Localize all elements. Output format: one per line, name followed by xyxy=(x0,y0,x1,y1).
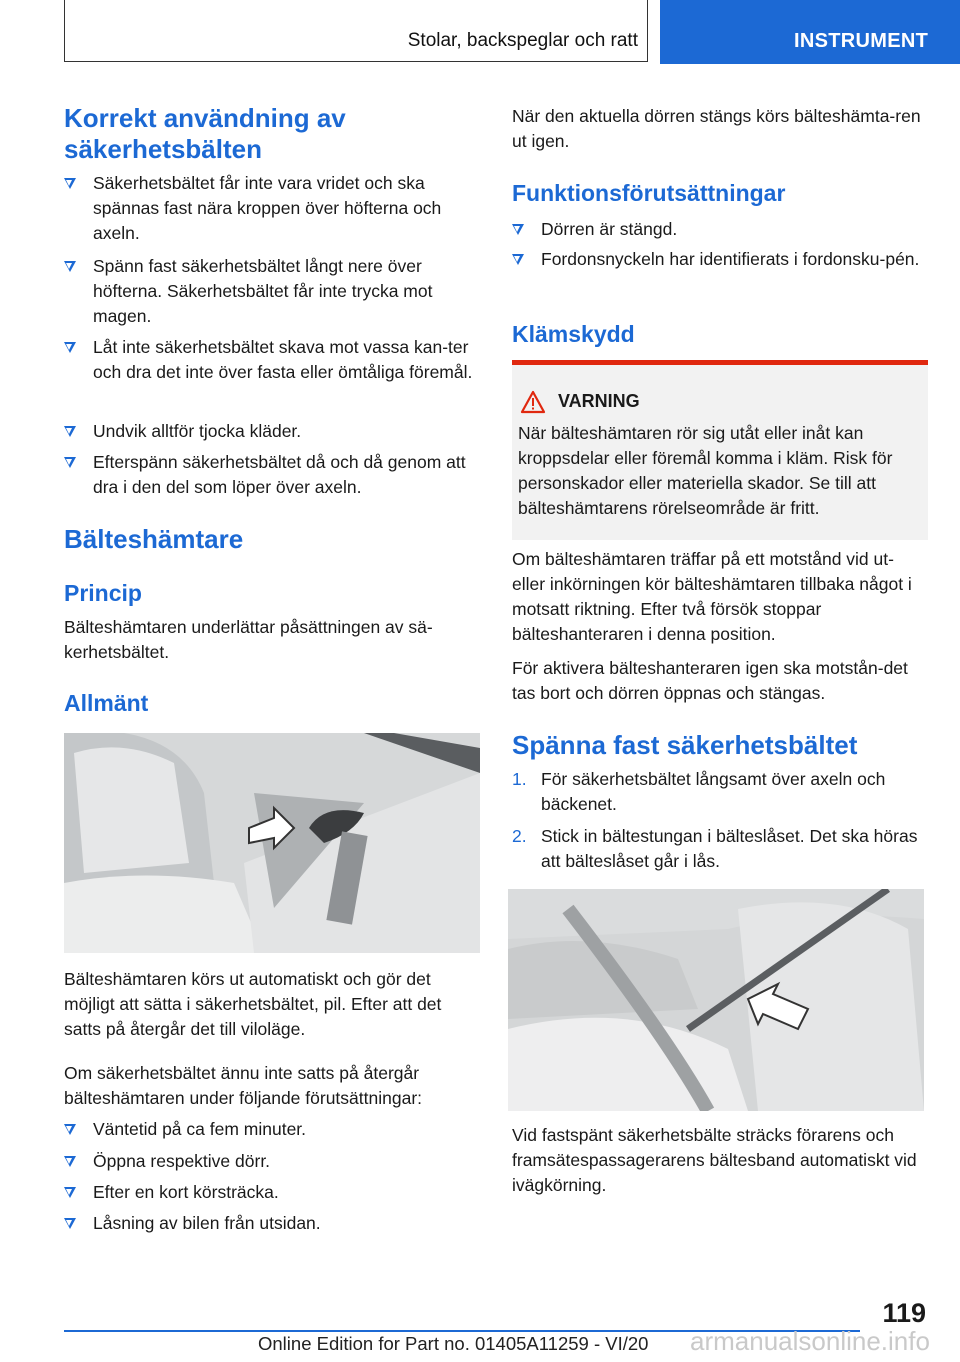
step-item: 1. För säkerhetsbältet långsamt över axeln och bäckenet. xyxy=(512,769,886,814)
list-item: Fordonsnyckeln har identifierats i fordonsku-pén. xyxy=(512,247,928,272)
principle-text: Bälteshämtaren underlättar påsättningen av sä-kerhetsbältet. xyxy=(64,617,433,662)
chapter-tab[interactable] xyxy=(660,0,960,64)
general-text-1: Bälteshämtaren körs ut automatiskt och gör det möjligt att sätta i säkerhetsbältet, pil. Efter att det satts på återgår det till viloläge. xyxy=(64,969,442,1039)
list-item: Låt inte säkerhetsbältet skava mot vassa kan-ter och dra det inte över fasta eller ömtåliga föremål. xyxy=(64,335,480,385)
heading-principle: Princip xyxy=(64,580,142,606)
heading-pinch-protection: Klämskydd xyxy=(512,321,635,347)
list-item: Dörren är stängd. xyxy=(512,217,928,242)
list-item: Spänn fast säkerhetsbältet långt nere över höfterna. Säkerhetsbältet får inte trycka mot magen. xyxy=(64,254,480,329)
step-number: 2. xyxy=(512,826,527,846)
bullet-icon xyxy=(64,457,76,468)
seat-illustration-graphic xyxy=(64,733,480,953)
pinch-text-2: För aktivera bälteshanteraren igen ska motstån-det tas bort och dörren öppnas och stängas. xyxy=(512,658,908,703)
warning-text: När bälteshämtaren rör sig utåt eller inåt kan kroppsdelar eller föremål komma i kläm. Risk för personskador eller materiella skador. Se till att bälteshämtarens rörelseområde är fritt. xyxy=(518,423,893,518)
warning-box xyxy=(512,360,928,540)
heading-general: Allmänt xyxy=(64,690,149,716)
list-item: Efter en kort körsträcka. xyxy=(64,1180,480,1205)
list-item: Låsning av bilen från utsidan. xyxy=(64,1211,480,1236)
page-number: 119 xyxy=(882,1298,926,1328)
bullet-icon xyxy=(64,1218,76,1229)
watermark: armanualsonline.info xyxy=(690,1326,930,1356)
bullet-icon xyxy=(64,342,76,353)
intro-text: När den aktuella dörren stängs körs bälteshämta-ren ut igen. xyxy=(512,106,921,151)
section-title: Stolar, backspeglar och ratt xyxy=(407,30,638,51)
heading-fasten-belt: Spänna fast säkerhetsbältet xyxy=(512,730,858,760)
belt-fasten-illustration xyxy=(508,889,924,1111)
pinch-text-1: Om bälteshämtaren träffar på ett motstånd vid ut- eller inkörningen kör bälteshämtaren tillbaka något i motsatt riktning. Efter två försök stoppar bälteshanteraren i denna position. xyxy=(512,549,912,644)
belt-illustration-graphic xyxy=(508,889,924,1111)
step-item: 2. Stick in bältestungan i bälteslåset. Det ska höras att bälteslåset går i lås. xyxy=(512,826,918,871)
list-item: Väntetid på ca fem minuter. xyxy=(64,1117,480,1142)
bullet-icon xyxy=(64,1124,76,1135)
bullet-icon xyxy=(64,1187,76,1198)
retractor-illustration xyxy=(64,733,480,953)
list-item: Säkerhetsbältet får inte vara vridet och ska spännas fast nära kroppen över höfterna och axeln. xyxy=(64,171,480,246)
chapter-label: INSTRUMENT xyxy=(794,30,929,52)
heading-correct-use: Korrekt användning av säkerhetsbälten xyxy=(64,103,346,164)
list-item: Öppna respektive dörr. xyxy=(64,1149,480,1174)
list-item: Undvik alltför tjocka kläder. xyxy=(64,419,480,444)
bullet-icon xyxy=(64,1156,76,1167)
general-text-2: Om säkerhetsbältet ännu inte satts på återgår bälteshämtaren under följande förutsättningar: xyxy=(64,1063,423,1108)
bullet-icon xyxy=(512,224,524,235)
edition-text: Online Edition for Part no. 01405A11259 - VI/20 xyxy=(258,1333,649,1354)
bullet-icon xyxy=(64,178,76,189)
heading-function: Funktionsförutsättningar xyxy=(512,180,786,206)
warning-triangle-icon xyxy=(520,390,546,414)
bullet-icon xyxy=(64,426,76,437)
list-item: Efterspänn säkerhetsbältet då och då genom att dra i den del som löper över axeln. xyxy=(64,450,480,500)
warning-title: VARNING xyxy=(558,391,640,411)
step-number: 1. xyxy=(512,769,527,789)
bullet-icon xyxy=(512,254,524,265)
fasten-caption: Vid fastspänt säkerhetsbälte sträcks förarens och framsätespassagerarens bältesband automatiskt vid ivägkörning. xyxy=(512,1125,917,1195)
bullet-icon xyxy=(64,261,76,272)
heading-retractor: Bälteshämtare xyxy=(64,524,244,554)
